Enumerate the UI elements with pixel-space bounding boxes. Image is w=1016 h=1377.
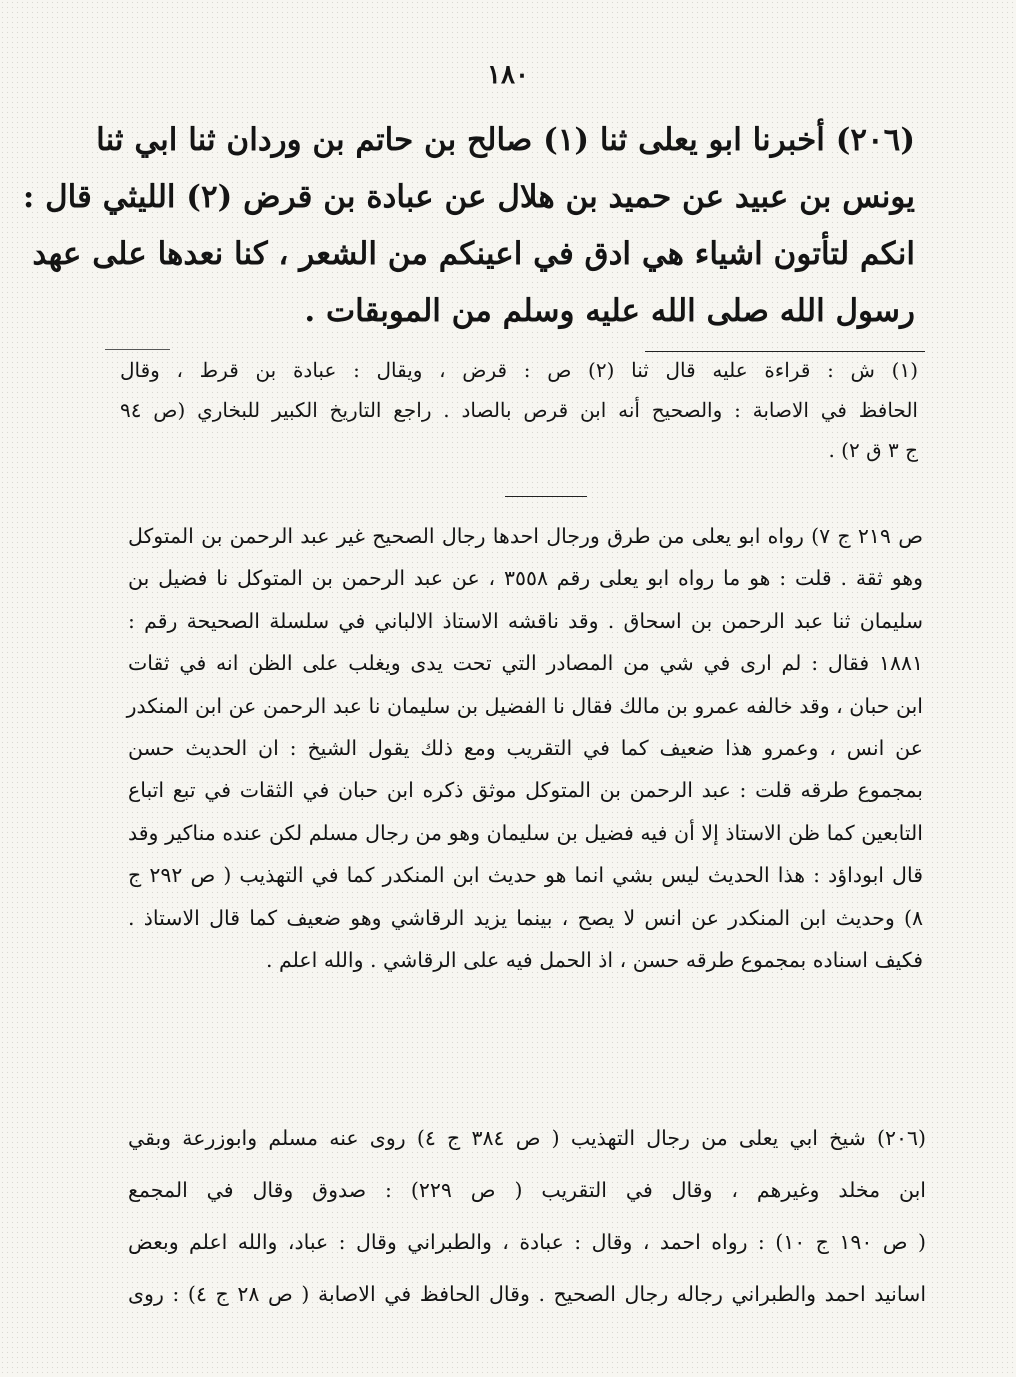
narrator-note: [128, 1112, 926, 1320]
hadith-line: يونس بن عبيد عن حميد بن هلال عن عبادة بن قرض (٢) الليثي قال :: [22, 179, 915, 215]
narrator-note-line: اسانيد احمد والطبراني رجاله رجال الصحيح . وقال الحافظ في الاصابة ( ص ٢٨ ج ٤) : روى: [128, 1282, 927, 1306]
footnote-line: (١) ش : قراءة عليه قال ثنا (٢) ص : قرض ، ويقال : عبادة بن قرط ، وقال: [120, 358, 918, 382]
commentary-line: ص ٢١٩ ج ٧) رواه ابو يعلى من طرق ورجال احدها رجال الصحيح غير عبد الرحمن بن المتوكل: [128, 524, 923, 548]
commentary-line: ابن حبان ، وقد خالفه عمرو بن مالك فقال نا الفضيل بن سليمان نا عبد الرحمن عن ابن المنكدر: [126, 693, 923, 718]
commentary-line: بمجموع طرقه قلت : عبد الرحمن بن المتوكل موثق ذكره ابن حبان في الثقات في تبع اتباع: [128, 778, 923, 803]
hadith-line: انكم لتأتون اشياء هي ادق في اعينكم من الشعر ، كنا نعدها على عهد: [32, 236, 915, 272]
hadith-line: (٢٠٦) أخبرنا ابو يعلى ثنا (١) صالح بن حاتم بن وردان ثنا ابي ثنا: [96, 122, 915, 158]
footnote-line: الحافظ في الاصابة : والصحيح أنه ابن قرص بالصاد . راجع التاريخ الكبير للبخاري (ص ٩٤: [120, 398, 918, 422]
commentary-line: ١٨٨١ فقال : لم ارى في شي من المصادر التي تحت يدى ويغلب على الظن انه في ثقات: [128, 651, 923, 676]
commentary-line: عن انس ، وعمرو هذا ضعيف كما في التقريب ومع ذلك يقول الشيخ : ان الحديث حسن: [128, 735, 923, 760]
commentary: [128, 515, 923, 981]
commentary-line: ٨) وحديث ابن المنكدر عن انس لا يصح ، بينما يزيد الرقاشي وهو ضعيف كما قال الاستاذ .: [128, 905, 923, 930]
footnote-line: ج ٣ ق ٢) .: [828, 438, 918, 462]
footnotes: [120, 350, 918, 470]
hadith-line: رسول الله صلى الله عليه وسلم من الموبقات .: [304, 293, 915, 329]
commentary-line: التابعين كما ظن الاستاذ إلا أن فيه فضيل بن سليمان وهو من رجال مسلم لكن عنده مناكير وقد: [128, 820, 923, 845]
section-separator: [505, 496, 587, 497]
narrator-note-line: (٢٠٦) شيخ ابي يعلى من رجال التهذيب ( ص ٣٨٤ ج ٤) روى عنه مسلم وابوزرعة وبقي: [128, 1126, 927, 1150]
commentary-line: فكيف اسناده بمجموع طرقه حسن ، اذ الحمل فيه على الرقاشي . والله اعلم .: [265, 947, 923, 972]
commentary-line: قال ابوداؤد : هذا الحديث ليس بشي انما هو حديث ابن المنكدر كما في التهذيب ( ص ٢٩٢ ج: [128, 863, 923, 888]
page-number: ١٨٠: [487, 60, 529, 90]
narrator-note-line: ( ص ١٩٠ ج ١٠) : رواه احمد ، وقال : عبادة ، والطبراني وقال : عباد، والله اعلم وبعض: [128, 1230, 926, 1254]
commentary-line: وهو ثقة . قلت : هو ما رواه ابو يعلى رقم ٣٥٥٨ ، عن عبد الرحمن بن المتوكل نا فضيل بن: [128, 566, 923, 591]
commentary-line: سليمان ثنا عبد الرحمن بن اسحاق . وقد ناقشه الاستاذ الالباني في سلسلة الصحيحة رقم :: [128, 608, 923, 633]
narrator-note-line: ابن مخلد وغيرهم ، وقال في التقريب ( ص ٢٢٩) : صدوق وقال في المجمع: [128, 1178, 926, 1202]
hadith-text: [22, 112, 915, 340]
